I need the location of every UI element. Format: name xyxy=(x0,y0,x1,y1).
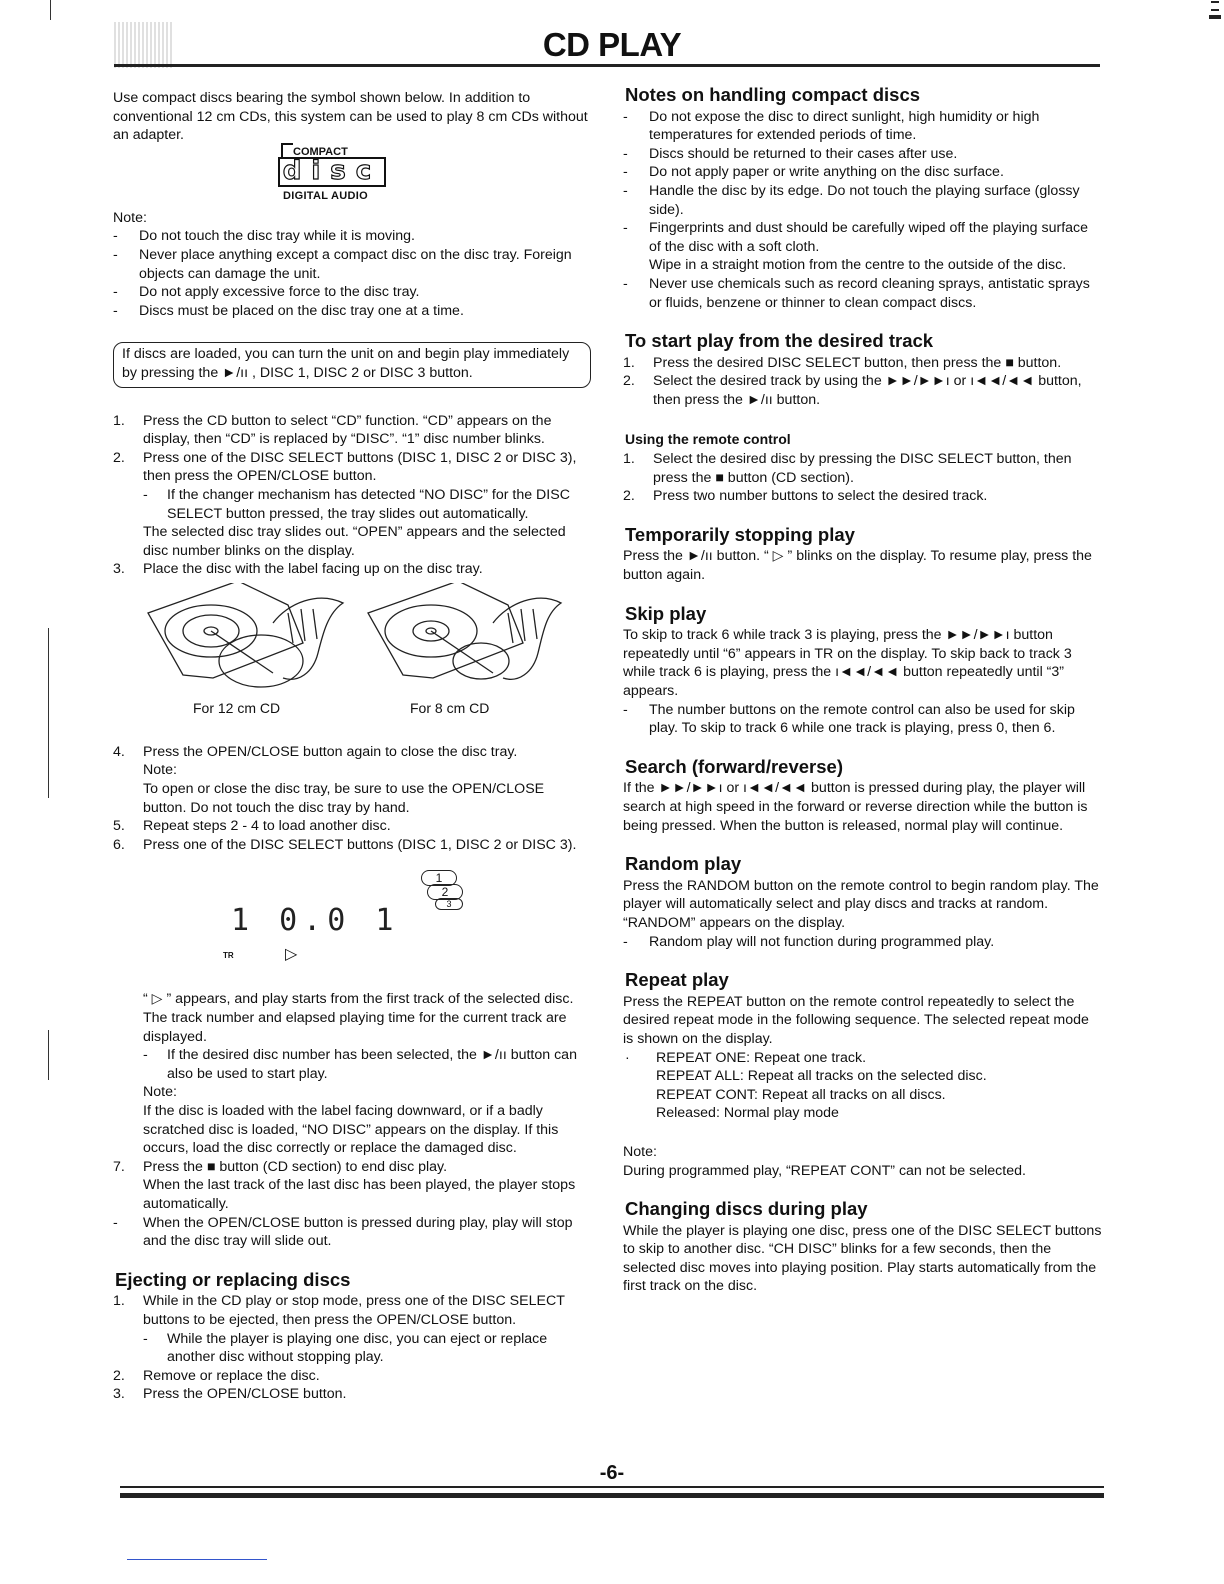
step-6-sub: - If the desired disc number has been selected, the ►/ıı button can also be used to start play. xyxy=(113,1046,591,1083)
open-close-note: - When the OPEN/CLOSE button is pressed during play, play will stop and the disc tray will slide out. xyxy=(113,1214,573,1250)
quick-play-text: If discs are loaded, you can turn the unit on and begin play immediately by pressing the ►/ıı , DISC 1, DISC 2 or DISC 3 button. xyxy=(122,346,570,381)
repeat-mode: Released: Normal play mode xyxy=(656,1105,839,1122)
remote-step-2: 2. Press two number buttons to select the desired track. xyxy=(623,488,988,505)
caption-8cm: For 8 cm CD xyxy=(410,699,490,716)
pause-heading: Temporarily stopping play xyxy=(625,523,855,545)
disc-2-indicator: 2 xyxy=(427,884,463,900)
intro-text: Use compact discs bearing the symbol shown below. In addition to conventional 12 cm CDs, this system can be used to play 8 cm CDs without an adapter. xyxy=(113,90,588,144)
search-text: If the ►►/►►ı or ı◄◄/◄◄ button is pressed during play, the player will search at high speed in the forward or reverse direction while the button is being pressed. When the button is released, normal play will continue. xyxy=(623,780,1088,834)
handling-item: - Fingerprints and dust should be carefully wiped off the playing surface of the disc with a soft cloth. xyxy=(623,219,1103,256)
random-sub: - Random play will not function during programmed play. xyxy=(623,933,1103,952)
step-6-note-label: Note: xyxy=(143,1084,177,1101)
repeat-note: During programmed play, “REPEAT CONT” can not be selected. xyxy=(623,1162,1026,1179)
pause-text: Press the ►/ıı button. “ ▷ ” blinks on the display. To resume play, press the button again. xyxy=(623,548,1092,584)
repeat-text: Press the REPEAT button on the remote control repeatedly to select the desired repeat mode in the following sequence. The selected repeat mode is shown on the display. xyxy=(623,993,1089,1047)
left-column xyxy=(113,89,591,1404)
handling-wipe-note: Wipe in a straight motion from the centre to the outside of the disc. xyxy=(649,257,1067,274)
eject-step-3: 3. Press the OPEN/CLOSE button. xyxy=(113,1386,347,1403)
changing-heading: Changing discs during play xyxy=(625,1198,868,1220)
handling-item: - Discs should be returned to their cases after use. xyxy=(623,145,1103,164)
remote-step-1: 1. Select the desired disc by pressing the DISC SELECT button, then press the ■ button (CD section). xyxy=(623,451,1072,486)
eject-step-2: 2. Remove or replace the disc. xyxy=(113,1367,320,1384)
step-6: 6. Press one of the DISC SELECT buttons (DISC 1, DISC 2 or DISC 3). xyxy=(113,836,577,853)
remote-heading: Using the remote control xyxy=(625,430,791,447)
margin-mark xyxy=(50,0,51,20)
step-7: 7. Press the ■ button (CD section) to end disc play. xyxy=(113,1158,448,1175)
margin-mark xyxy=(48,1030,49,1080)
eject-step-1-sub: - While the player is playing one disc, you can eject or replace another disc without stopping play. xyxy=(113,1330,591,1367)
step-2: 2. Press one of the DISC SELECT buttons (DISC 1, DISC 2 or DISC 3), then press the OPEN/CLOSE button. xyxy=(113,449,577,485)
margin-mark xyxy=(48,628,49,798)
page-number: -6- xyxy=(599,1462,625,1484)
corner-mark xyxy=(1203,1,1223,19)
step-1: 1. Press the CD button to select “CD” function. “CD” appears on the display, then “CD” is replaced by “DISC”. “1” disc number blinks. xyxy=(113,412,552,448)
repeat-note-label: Note: xyxy=(623,1143,657,1160)
step-3: 3. Place the disc with the label facing up on the disc tray. xyxy=(113,561,483,578)
step-6-note: If the disc is loaded with the label facing downward, or if a badly scratched disc is loaded, “NO DISC” appears on the display. If this occurs, load the disc correctly or replace the damaged disc. xyxy=(143,1103,559,1157)
note-item: - Do not touch the disc tray while it is moving. xyxy=(113,227,591,246)
eject-step-1: 1. While in the CD play or stop mode, press one of the DISC SELECT buttons to be ejected, then press the OPEN/CLOSE button. xyxy=(113,1293,565,1328)
disc-3-indicator: 3 xyxy=(435,898,463,910)
note-item: - Never place anything except a compact disc on the disc tray. Foreign objects can damage the unit. xyxy=(113,246,591,283)
note-label: Note: xyxy=(113,209,147,226)
step-6-after: “ ▷ ” appears, and play starts from the first track of the selected disc. The track number and elapsed playing time for the current track are displayed. xyxy=(143,991,574,1045)
caption-12cm: For 12 cm CD xyxy=(193,699,281,716)
step-2-sub: - If the changer mechanism has detected “NO DISC” for the DISC SELECT button pressed, the tray slides out automatically. xyxy=(113,486,591,523)
handling-item: - Never use chemicals such as record cleaning sprays, antistatic sprays or fluids, benzene or thinner to clean compact discs. xyxy=(623,275,1103,312)
eject-heading: Ejecting or replacing discs xyxy=(115,1268,351,1290)
changing-text: While the player is playing one disc, press one of the DISC SELECT buttons to skip to another disc. “CH DISC” blinks for a few seconds, then the selected disc moves into playing position. Play starts automatically from the first track on the disc. xyxy=(623,1222,1102,1295)
skip-sub: - The number buttons on the remote control can also be used for skip play. To skip to track 6 while one track is playing, press 0, then 6. xyxy=(623,701,1103,738)
search-heading: Search (forward/reverse) xyxy=(625,755,843,777)
step-5: 5. Repeat steps 2 - 4 to load another disc. xyxy=(113,818,391,835)
title-rule xyxy=(114,64,1100,67)
step-7-after: When the last track of the last disc has been played, the player stops automatically. xyxy=(143,1177,576,1212)
quick-play-box xyxy=(113,342,591,387)
page-title: CD PLAY xyxy=(542,26,682,63)
disc-1-indicator: 1 xyxy=(421,870,457,886)
segment-display: 1 0.0 1 xyxy=(231,903,400,939)
right-column xyxy=(623,86,1103,1296)
note-item: - Discs must be placed on the disc tray one at a time. xyxy=(113,302,591,321)
step-2-after: The selected disc tray slides out. “OPEN” appears and the selected disc number blinks on the display. xyxy=(143,524,566,559)
handling-item: - Do not expose the disc to direct sunlight, high humidity or high temperatures for extended periods of time. xyxy=(623,108,1103,145)
random-text: Press the RANDOM button on the remote control to begin random play. The player will automatically select and play discs and tracks at random. “RANDOM” appears on the display. xyxy=(623,877,1099,931)
handling-heading: Notes on handling compact discs xyxy=(625,84,921,105)
repeat-mode: REPEAT CONT: Repeat all tracks on all discs. xyxy=(656,1086,946,1103)
play-indicator-icon: ▷ xyxy=(285,946,298,964)
disc-tray-illustration xyxy=(113,583,591,703)
desired-track-heading: To start play from the desired track xyxy=(625,330,934,352)
skip-text: To skip to track 6 while track 3 is playing, press the ►►/►►ı button repeatedly until “6” appears in TR on the display. To skip back to track 3 while track 6 is playing, press the ı◄◄/◄◄ button repeatedly until “3” appears. xyxy=(623,627,1072,700)
skip-heading: Skip play xyxy=(625,602,707,624)
tr-label: TR xyxy=(223,951,234,961)
display-illustration xyxy=(113,862,591,990)
repeat-mode: REPEAT ALL: Repeat all tracks on the selected disc. xyxy=(656,1068,987,1085)
repeat-mode: · REPEAT ONE: Repeat one track. xyxy=(623,1049,1103,1068)
step-4: 4. Press the OPEN/CLOSE button again to close the disc tray. xyxy=(113,743,518,760)
desired-step-1: 1. Press the desired DISC SELECT button, then press the ■ button. xyxy=(623,354,1062,371)
footer-rule-thick xyxy=(120,1493,1104,1498)
scan-line xyxy=(127,1559,267,1560)
random-heading: Random play xyxy=(625,853,742,875)
handling-item: - Do not apply paper or write anything on the disc surface. xyxy=(623,163,1103,182)
step-4-note-label: Note: xyxy=(143,762,177,779)
footer-rule xyxy=(120,1486,1104,1488)
handling-item: - Handle the disc by its edge. Do not touch the playing surface (glossy side). xyxy=(623,182,1103,219)
disc-loading-figure xyxy=(113,583,591,743)
compact-disc-logo: COMPACT disc DIGITAL AUDIO xyxy=(273,143,393,209)
step-4-note: To open or close the disc tray, be sure to use the OPEN/CLOSE button. Do not touch the disc tray by hand. xyxy=(143,781,545,816)
desired-step-2: 2. Select the desired track by using the ►►/►►ı or ı◄◄/◄◄ button, then press the ►/ıı button. xyxy=(623,373,1082,408)
repeat-heading: Repeat play xyxy=(625,969,729,991)
note-item: - Do not apply excessive force to the disc tray. xyxy=(113,283,591,302)
